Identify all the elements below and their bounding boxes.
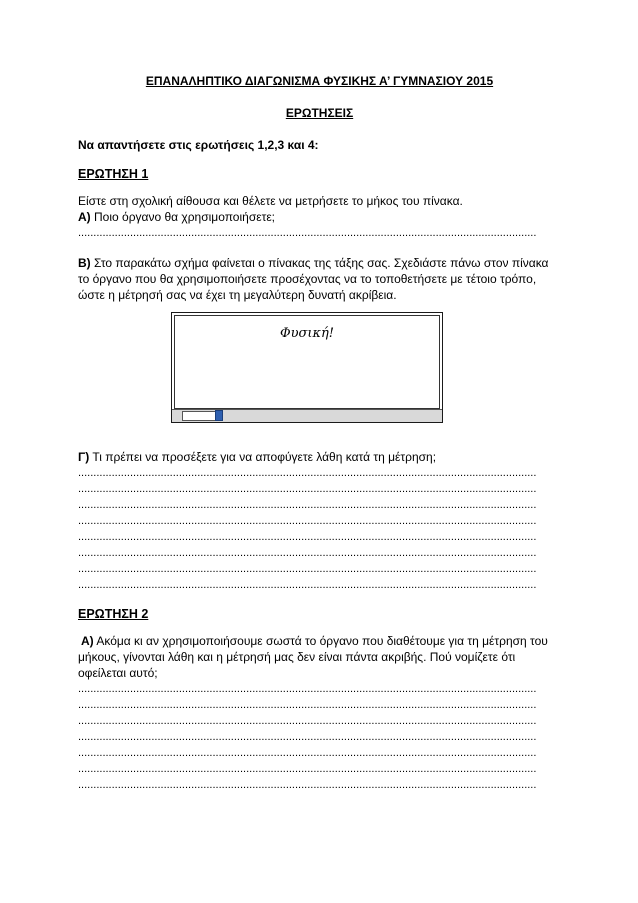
- answer-line: ......................................................................................................................................................: [78, 563, 537, 575]
- answer-line: ......................................................................................................................................................: [78, 683, 537, 695]
- answer-line: ......................................................................................................................................................: [78, 483, 537, 495]
- question-2a: [78, 633, 561, 681]
- answer-line: ......................................................................................................................................................: [78, 579, 537, 591]
- classroom-board-figure: [171, 312, 443, 423]
- answer-line: ......................................................................................................................................................: [78, 763, 537, 775]
- answer-line: ......................................................................................................................................................: [78, 699, 537, 711]
- question-1c-label: Γ): [78, 450, 90, 464]
- answer-line: ......................................................................................................................................................: [78, 747, 537, 759]
- answer-line: ......................................................................................................................................................: [78, 547, 537, 559]
- question-1a-label: Α): [78, 210, 91, 224]
- document-subtitle: ΕΡΩΤΗΣΕΙΣ: [285, 106, 354, 120]
- instruction-text: Να απαντήσετε στις ερωτήσεις 1,2,3 και 4:: [78, 138, 319, 152]
- question-2-heading: ΕΡΩΤΗΣΗ 2: [78, 607, 149, 621]
- question-1a-text: Ποιο όργανο θα χρησιμοποιήσετε;: [90, 210, 276, 224]
- board-ledge: [172, 409, 442, 422]
- question-1b-text: Στο παρακάτω σχήμα φαίνεται ο πίνακας της τάξης σας. Σχεδιάστε πάνω στον πίνακα το όργανο που θα χρησιμοποιήσετε προσέχοντας να το τοποθετήσετε με τέτοιο τρόπο, ώστε η μέτρησή σας να έχει τη μεγαλύτερη δυνατή ακρίβεια.: [78, 256, 549, 302]
- question-1-heading: ΕΡΩΤΗΣΗ 1: [78, 167, 149, 181]
- marker-icon: [215, 410, 223, 421]
- answer-line: ......................................................................................................................................................: [78, 531, 537, 543]
- question-1c-text: Τι πρέπει να προσέξετε για να αποφύγετε λάθη κατά τη μέτρηση;: [89, 450, 437, 464]
- question-2a-text: Ακόμα κι αν χρησιμοποιήσουμε σωστά το όργανο που διαθέτουμε για τη μέτρηση του μήκους, γίνονται λάθη και η μέτρησή μας δεν είναι πάντα ακριβής. Πού νομίζετε ότι οφείλεται αυτό;: [78, 634, 548, 680]
- question-1a: [78, 209, 561, 225]
- question-2a-label: Α): [81, 634, 94, 648]
- board-writing-surface: [174, 315, 440, 409]
- answer-line: ......................................................................................................................................................: [78, 731, 537, 743]
- question-1-intro: Είστε στη σχολική αίθουσα και θέλετε να μετρήσετε το μήκος του πίνακα.: [78, 194, 463, 208]
- question-1b: [78, 255, 561, 303]
- answer-line: ......................................................................................................................................................: [78, 499, 537, 511]
- answer-line: ......................................................................................................................................................: [78, 779, 537, 791]
- question-1b-label: Β): [78, 256, 91, 270]
- answer-line: ......................................................................................................................................................: [78, 715, 537, 727]
- question-1c: [78, 449, 561, 465]
- document-title: ΕΠΑΝΑΛΗΠΤΙΚΟ ΔΙΑΓΩΝΙΣΜΑ ΦΥΣΙΚΗΣ Α’ ΓΥΜΝΑΣΙΟΥ 2015: [145, 74, 494, 88]
- answer-line: ......................................................................................................................................................: [78, 467, 537, 479]
- board-text: Φυσική!: [279, 326, 335, 341]
- answer-line: ......................................................................................................................................................: [78, 227, 537, 239]
- answer-line: ......................................................................................................................................................: [78, 515, 537, 527]
